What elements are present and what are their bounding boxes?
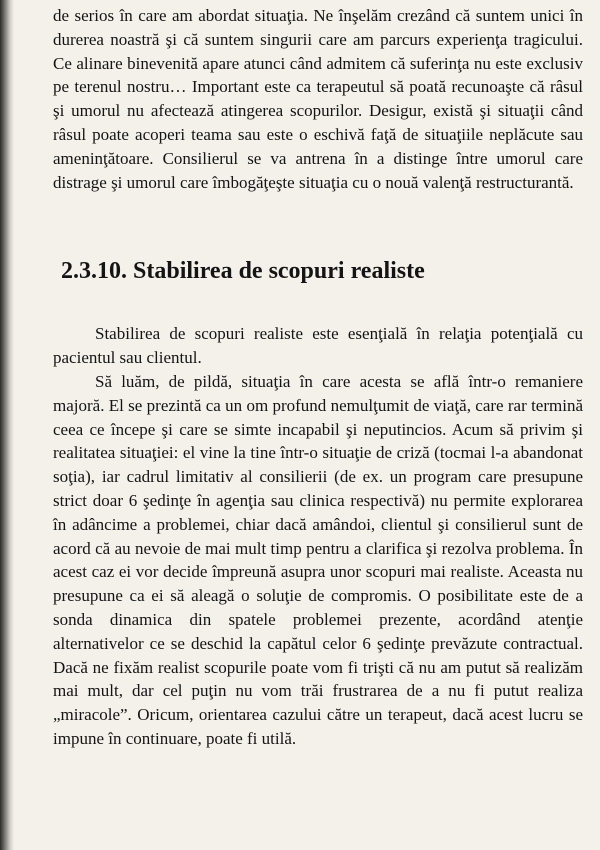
section-heading: 2.3.10. Stabilirea de scopuri realiste [61,258,425,285]
paragraph-continuation: de serios în care am abordat situaţia. Ne înşelăm crezând că suntem unici în durerea noastră şi că suntem singurii care am parcurs experienţa tragicului. Ce alinare binevenită apare atunci când admitem că suferinţa nu este exclusiv pe terenul nostru… Important este ca terapeutul să poată recunoaşte că râsul şi umorul nu afectează atingerea scopurilor. Desigur, există şi situaţii când râsul poate acoperi teama sau este o eschivă faţă de situaţiile neplăcute sau ameninţătoare. Consilierul se va antrena în a distinge între umorul care distrage şi umorul care îmbogăţeşte situaţia cu o nouă valenţă restructurantă. [53,6,583,192]
paragraph-intro: Stabilirea de scopuri realiste este esenţială în relaţia potenţială cu pacientul sau clientul. [53,324,583,368]
page-binding-shadow [0,0,14,850]
paragraph-body: Să luăm, de pildă, situaţia în care acesta se află într-o remaniere majoră. El se prezintă ca un om profund nemulţumit de viaţă, care rar termină ceea ce începe şi care se simte incapabil şi neputincios. Acum să privim şi realitatea situaţiei: el vine la tine într-o situaţie de criză (tocmai l-a abandonat soţia), iar cadrul limitativ al consilierii (de ex. un program care presupune strict doar 6 şedinţe în agenţia sau clinica respectivă) nu permite explorarea în adâncime a problemei, chiar dacă amândoi, clientul şi consilierul sunt de acord că au nevoie de mai mult timp pentru a clarifica şi rezolva problema. În acest caz ei vor decide împreună asupra unor scopuri mai realiste. Aceasta nu presupune ca ei să aleagă o soluţie de compromis. O posibilitate este de a sonda dinamica din spatele problemei prezente, acordând atenţie alternativelor ce se deschid la capătul celor 6 şedinţe prevăzute contractual. Dacă ne fixăm realist scopurile poate vom fi trişti că nu am putut să realizăm mai mult, dar cel puţin nu vom trăi frustrarea de a nu fi putut realiza „miracole”. Oricum, orientarea cazului către un terapeut, dacă acest lucru se impune în continuare, poate fi utilă. [53,371,583,748]
page-content [53,4,583,751]
